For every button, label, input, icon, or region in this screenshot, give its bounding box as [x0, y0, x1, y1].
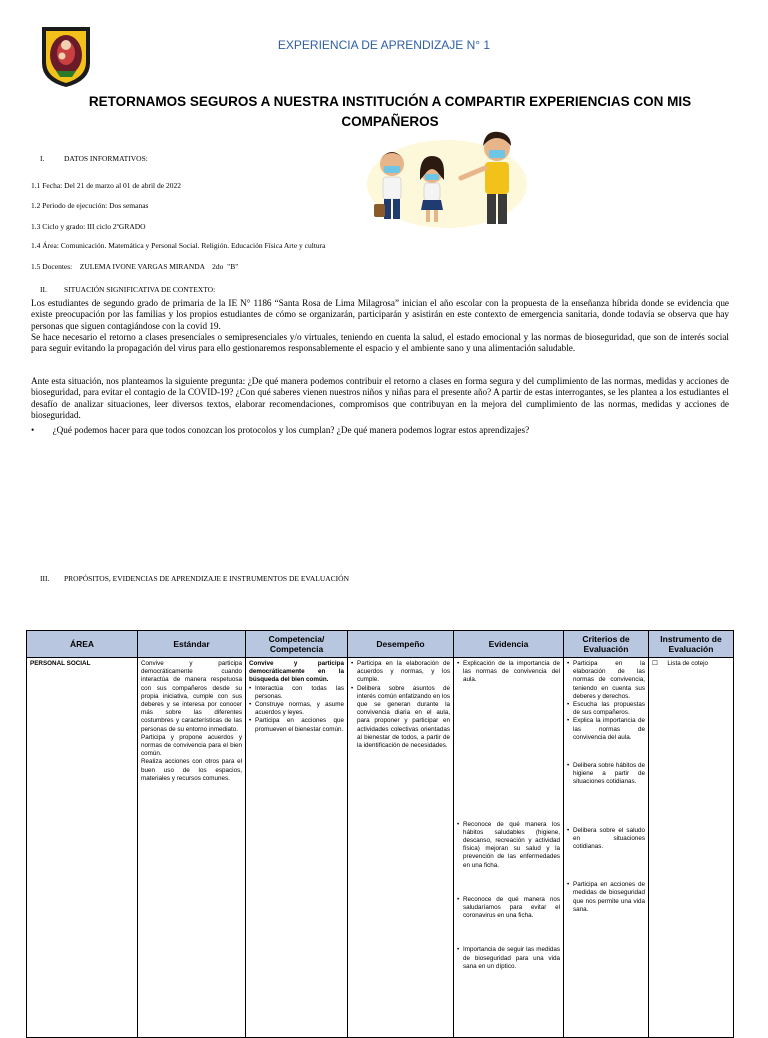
docentes-line: 1.5 Docentes: ZULEMA IVONE VARGAS MIRANDA 2do "B" [31, 262, 239, 271]
ciclo-line: 1.3 Ciclo y grado: III ciclo 2ºGRADO [31, 222, 146, 231]
situacion-question: • ¿Qué podemos hacer para que todos conozcan los protocolos y los cumplan? ¿De qué manera podemos lograr estos aprendizajes? [31, 425, 530, 435]
header-criterios: Criterios de Evaluación [564, 631, 649, 658]
fecha-line: 1.1 Fecha: Del 21 de marzo al 01 de abril de 2022 [31, 181, 181, 190]
section-ii-number: II. [40, 285, 47, 294]
list-item: • Explica la importancia de las normas de convivencia del aula. [573, 717, 645, 742]
main-title: RETORNAMOS SEGUROS A NUESTRA INSTITUCIÓN A COMPARTIR EXPERIENCIAS CON MIS COMPAÑEROS [88, 94, 692, 129]
list-item: • Interactúa con todas las personas. [255, 685, 344, 701]
desempeno-cell [348, 658, 454, 1038]
header-area: ÁREA [27, 631, 138, 658]
estandar-cell [138, 658, 246, 1038]
table-row [27, 658, 734, 1038]
list-item: • Explicación de la importancia de las normas de convivencia del aula. [463, 660, 560, 685]
list-item: • Participa en acciones que promueven el bienestar común. [255, 717, 344, 733]
criterios-cell [564, 658, 649, 1038]
header-instrumento: Instrumento de Evaluación [649, 631, 734, 658]
instrumento-text: Lista de cotejo [667, 660, 709, 667]
list-item: • Escucha las propuestas de sus compañeros. [573, 701, 645, 717]
situacion-paragraph-3: Ante esta situación, nos planteamos la siguiente pregunta: ¿De qué manera podemos contribuir el retorno a clases en forma segura y del cumplimiento de las normas, medidas y acciones de bioseguridad, para evitar el contagio de la COVID-19? ¿Con qué saberes vienen nuestros niños y niñas para el presente año? A partir de estas interrogantes, se les plantea a los estudiantes el desafío de analizar situaciones, leer diversos textos, elaborar recomendaciones, compromisos que contribuyan en la mejora del cumplimiento de las normas, medidas y acciones de bioseguridad. [31, 376, 729, 420]
situacion-paragraph-1: Los estudiantes de segundo grado de primaria de la IE N° 1186 “Santa Rosa de Lima Milagrosa” inician el año escolar con la propuesta de la enseñanza híbrida donde se evidencia que existe preocupación por las familias y los propios estudiantes de cómo se organizarán, participarán y asistirán en este contexto de emergencia sanitaria, donde todavía se observa que hay personas que siguen contagiándose con la covid 19. [31, 298, 729, 331]
children-with-masks-illustration [365, 122, 530, 237]
list-item: • Construye normas, y asume acuerdos y leyes. [255, 701, 344, 717]
competencia-title: Convive y participa democráticamente en la búsqueda del bien común. [249, 660, 344, 684]
checkbox-icon: ☐ [652, 660, 658, 667]
section-iii-heading: PROPÓSITOS, EVIDENCIAS DE APRENDIZAJE E INSTRUMENTOS DE EVALUACIÓN [64, 574, 350, 583]
area-line: 1.4 Área: Comunicación. Matemática y Personal Social. Religión. Educación Física Arte y cultura [31, 241, 326, 250]
list-item: • Participa en acciones de medidas de bioseguridad que nos permite una vida sana. [573, 881, 645, 914]
list-item: • Delibera sobre asuntos de interés común enfatizando en los que se generan durante la convivencia diaria en el aula, para proponer y participar en actividades colectivas orientadas al bienestar de todos, a partir de la identificación de necesidades. [357, 685, 450, 751]
list-item: • Reconoce de qué manera nos saludaríamos para evitar el coronavirus en una ficha. [463, 896, 560, 921]
list-item: • Participa en la elaboración de acuerdos y normas, y los cumple. [357, 660, 450, 685]
header-evidencia: Evidencia [454, 631, 564, 658]
evaluation-table [26, 630, 734, 1038]
estandar-text: Realiza acciones con otros para el buen uso de los espacios, materiales y recursos comunes. [141, 758, 242, 782]
list-item: • Delibera sobre hábitos de higiene a partir de situaciones cotidianas. [573, 762, 645, 787]
table-header-row [27, 631, 734, 658]
list-item: • Importancia de seguir las medidas de bioseguridad para una vida sana en un díptico. [463, 946, 560, 971]
header-competencia: Competencia/ Competencia [246, 631, 348, 658]
list-item: • Participa en la elaboración de las normas de convivencia, teniendo en cuenta sus deberes y derechos. [573, 660, 645, 701]
experience-title: EXPERIENCIA DE APRENDIZAJE N° 1 [277, 38, 491, 52]
list-item: • Delibera sobre el saludo en situaciones cotidianas. [573, 827, 645, 852]
periodo-line: 1.2 Periodo de ejecución: Dos semanas [31, 201, 149, 210]
section-i-number: I. [40, 154, 45, 163]
estandar-text: Convive y participa democráticamente cuando interactúa de manera respetuosa con sus compañeros desde su propia iniciativa, cumple con sus deberes y se interesa por conocer más sobre las diferentes costumbres y características de las personas de su entorno inmediato. [141, 660, 242, 733]
section-ii-heading: SITUACIÓN SIGNIFICATIVA DE CONTEXTO: [64, 285, 216, 294]
section-iii-number: III. [40, 574, 50, 583]
section-i-heading: DATOS INFORMATIVOS: [64, 154, 148, 163]
evidencia-cell [454, 658, 564, 1038]
school-crest-logo [38, 23, 94, 89]
list-item: • Reconoce de qué manera los hábitos saludables (higiene, descanso, recreación y actividad física) mejoran su salud y la prevención de las enfermedades en una ficha. [463, 821, 560, 870]
header-estandar: Estándar [138, 631, 246, 658]
situacion-paragraph-2: Se hace necesario el retorno a clases presenciales o semipresenciales y/o virtuales, teniendo en cuenta la salud, el estado emocional y las normas de bioseguridad, que son de interés social para seguir evitando la propagación del virus para ello gestionaremos responsablemente el espacio y el ambiente sano y una alimentación saludable. [31, 332, 729, 354]
area-cell: PERSONAL SOCIAL [27, 658, 138, 1038]
header-desempeno: Desempeño [348, 631, 454, 658]
competencia-cell [246, 658, 348, 1038]
estandar-text: Participa y propone acuerdos y normas de convivencia para el bien común. [141, 733, 242, 758]
instrumento-cell [649, 658, 734, 1038]
